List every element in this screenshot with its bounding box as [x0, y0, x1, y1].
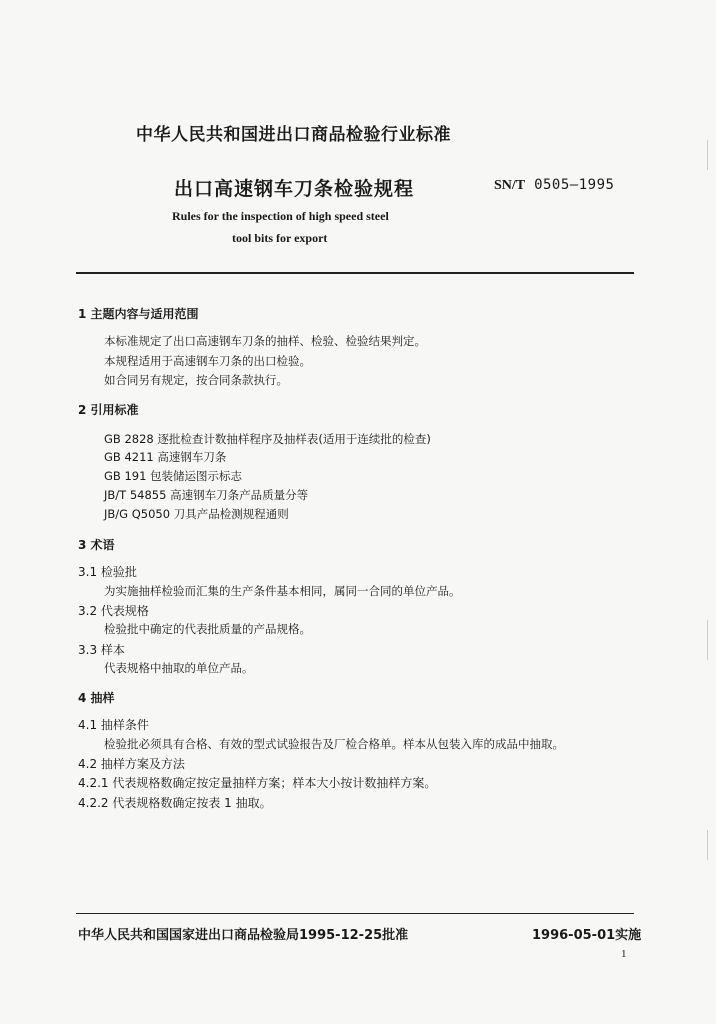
- standard-code-prefix: SN/T: [494, 178, 526, 193]
- footer-rule: [76, 913, 634, 914]
- standard-code: [494, 177, 614, 194]
- standard-code-number: 0505—1995: [534, 177, 615, 193]
- section-4-heading: 4 抽样: [78, 691, 115, 705]
- implementation-date: 1996-05-01实施: [532, 928, 642, 943]
- document-title: 出口高速钢车刀条检验规程: [174, 178, 415, 200]
- term-3-1-heading: 3.1 检验批: [78, 565, 137, 579]
- clause-4-2-2: 4.2.2 代表规格数确定按表 1 抽取。: [78, 796, 272, 810]
- scan-edge-mark: [707, 140, 708, 170]
- section-1-paragraph-1: 本标准规定了出口高速钢车刀条的抽样、检验、检验结果判定。: [104, 334, 426, 348]
- term-3-1-definition: 为实施抽样检验而汇集的生产条件基本相同，属同一合同的单位产品。: [104, 584, 461, 598]
- section-1-heading: 1 主题内容与适用范围: [78, 307, 199, 321]
- term-3-3-definition: 代表规格中抽取的单位产品。: [104, 661, 254, 675]
- term-3-2-heading: 3.2 代表规格: [78, 604, 149, 618]
- section-1-paragraph-3: 如合同另有规定，按合同条款执行。: [104, 373, 288, 387]
- header-rule: [76, 272, 634, 274]
- term-3-3-heading: 3.3 样本: [78, 643, 125, 657]
- scan-edge-mark: [707, 620, 708, 660]
- reference-item: JB/G Q5050 刀具产品检测规程通则: [104, 507, 289, 521]
- clause-4-2-1: 4.2.1 代表规格数确定按定量抽样方案；样本大小按计数抽样方案。: [78, 776, 437, 790]
- english-title-line-2: tool bits for export: [232, 231, 328, 245]
- approval-statement: 中华人民共和国国家进出口商品检验局1995-12-25批准: [78, 928, 409, 943]
- term-3-2-definition: 检验批中确定的代表批质量的产品规格。: [104, 622, 311, 636]
- section-1-paragraph-2: 本规程适用于高速钢车刀条的出口检验。: [104, 354, 311, 368]
- clause-4-1-body: 检验批必须具有合格、有效的型式试验报告及厂检合格单。样本从包装入库的成品中抽取。: [104, 737, 564, 751]
- section-2-heading: 2 引用标准: [78, 403, 139, 417]
- reference-item: JB/T 54855 高速钢车刀条产品质量分等: [104, 488, 309, 502]
- section-3-heading: 3 术语: [78, 538, 115, 552]
- reference-item: GB 2828 逐批检查计数抽样程序及抽样表(适用于连续批的检查): [104, 432, 431, 446]
- page-number: 1: [621, 948, 627, 960]
- english-title-line-1: Rules for the inspection of high speed steel: [172, 209, 389, 223]
- clause-4-1-heading: 4.1 抽样条件: [78, 718, 149, 732]
- reference-item: GB 191 包装储运图示标志: [104, 469, 243, 483]
- scan-edge-mark: [707, 830, 708, 860]
- issuing-body-line: 中华人民共和国进出口商品检验行业标准: [136, 125, 451, 145]
- clause-4-2-heading: 4.2 抽样方案及方法: [78, 757, 185, 771]
- reference-item: GB 4211 高速钢车刀条: [104, 450, 227, 464]
